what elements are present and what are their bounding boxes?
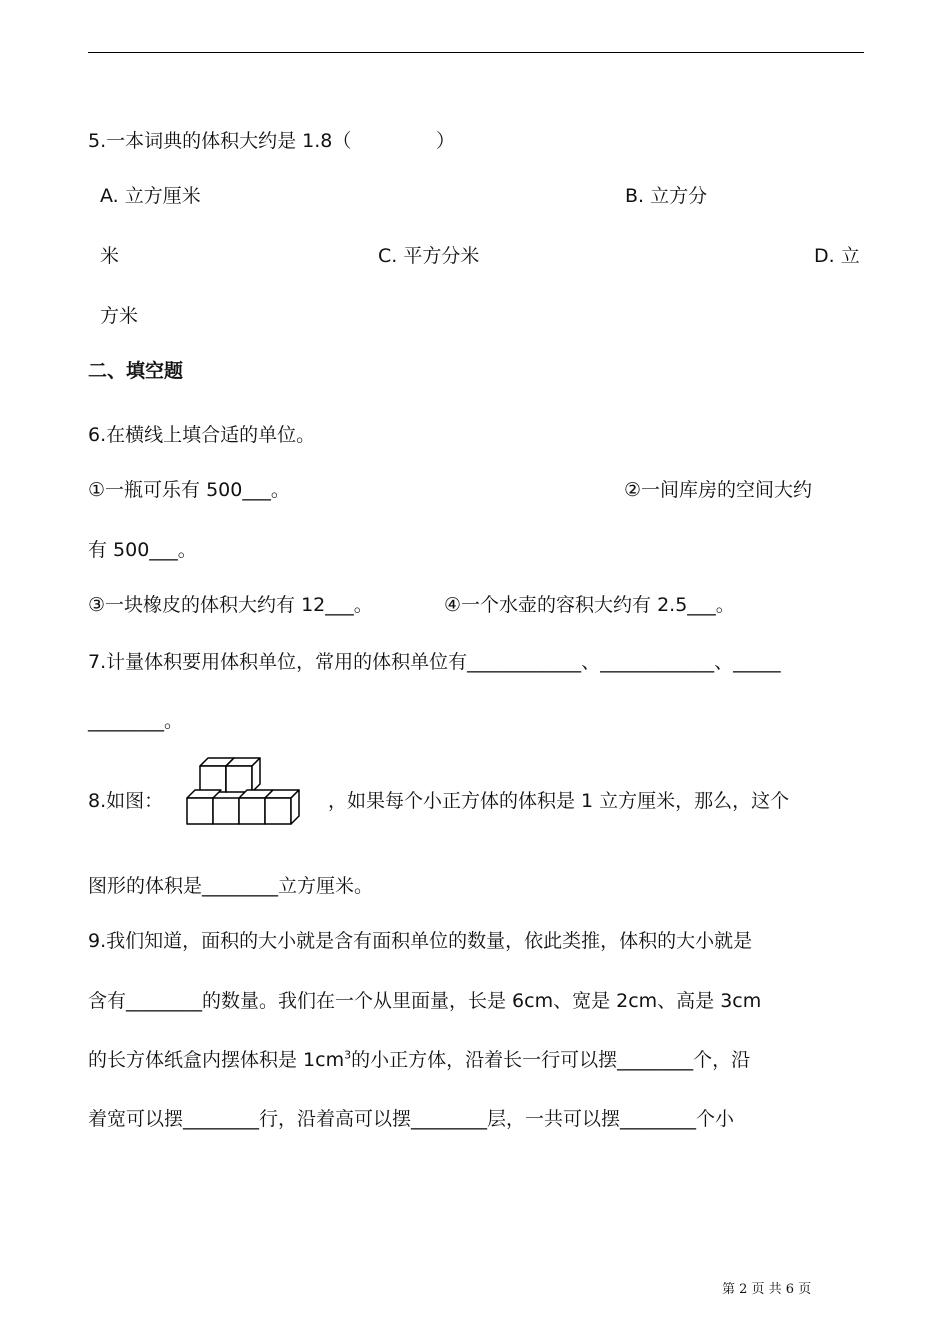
section-heading: 二、填空题 (88, 360, 184, 382)
q6-item-1: ①一瓶可乐有 500___。 (88, 479, 290, 501)
q6-item-2-continued: 有 500___。 (88, 539, 197, 561)
q9-line-3-start: 的长方体纸盒内摆体积是 1cm (88, 1049, 345, 1071)
q5-stem: 5.一本词典的体积大约是 1.8（ ） (88, 130, 455, 152)
q8-suffix: ，如果每个小正方体的体积是 1 立方厘米，那么，这个 (328, 790, 790, 812)
q8-line-2: 图形的体积是________立方厘米。 (88, 875, 374, 897)
q6-stem: 6.在横线上填合适的单位。 (88, 424, 316, 446)
q5-option-b: B. 立方分 (625, 185, 708, 207)
page-number: 第 2 页 共 6 页 (722, 1282, 812, 1297)
q6-item-2: ②一间库房的空间大约 (624, 479, 813, 501)
q7-line-2: ________。 (88, 710, 184, 732)
q5-option-b-continued: 米 (100, 245, 120, 267)
q5-option-d-continued: 方米 (100, 305, 139, 327)
q9-line-3 (88, 1048, 750, 1072)
q7-line-1: 7.计量体积要用体积单位，常用的体积单位有____________、____________、_____ (88, 651, 781, 673)
cube-figure (186, 757, 320, 825)
q9-line-4: 着宽可以摆________行，沿着高可以摆________层，一共可以摆________个小 (88, 1108, 735, 1130)
q6-item-4: ④一个水壶的容积大约有 2.5___。 (444, 594, 735, 616)
q5-option-d: D. 立 (814, 245, 860, 267)
q9-line-2: 含有________的数量。我们在一个从里面量，长是 6cm、宽是 2cm、高是 3cm (88, 990, 762, 1012)
header-rule (88, 52, 864, 53)
q5-option-c: C. 平方分米 (378, 245, 480, 267)
q6-item-3: ③一块橡皮的体积大约有 12___。 (88, 594, 373, 616)
q9-line-3-end: 的小正方体，沿着长一行可以摆________个，沿 (351, 1049, 751, 1071)
q5-option-a: A. 立方厘米 (100, 185, 201, 207)
q9-superscript: 3 (344, 1048, 352, 1062)
q8-prefix: 8.如图： (88, 790, 164, 812)
q9-line-1: 9.我们知道，面积的大小就是含有面积单位的数量，依此类推，体积的大小就是 (88, 930, 753, 952)
